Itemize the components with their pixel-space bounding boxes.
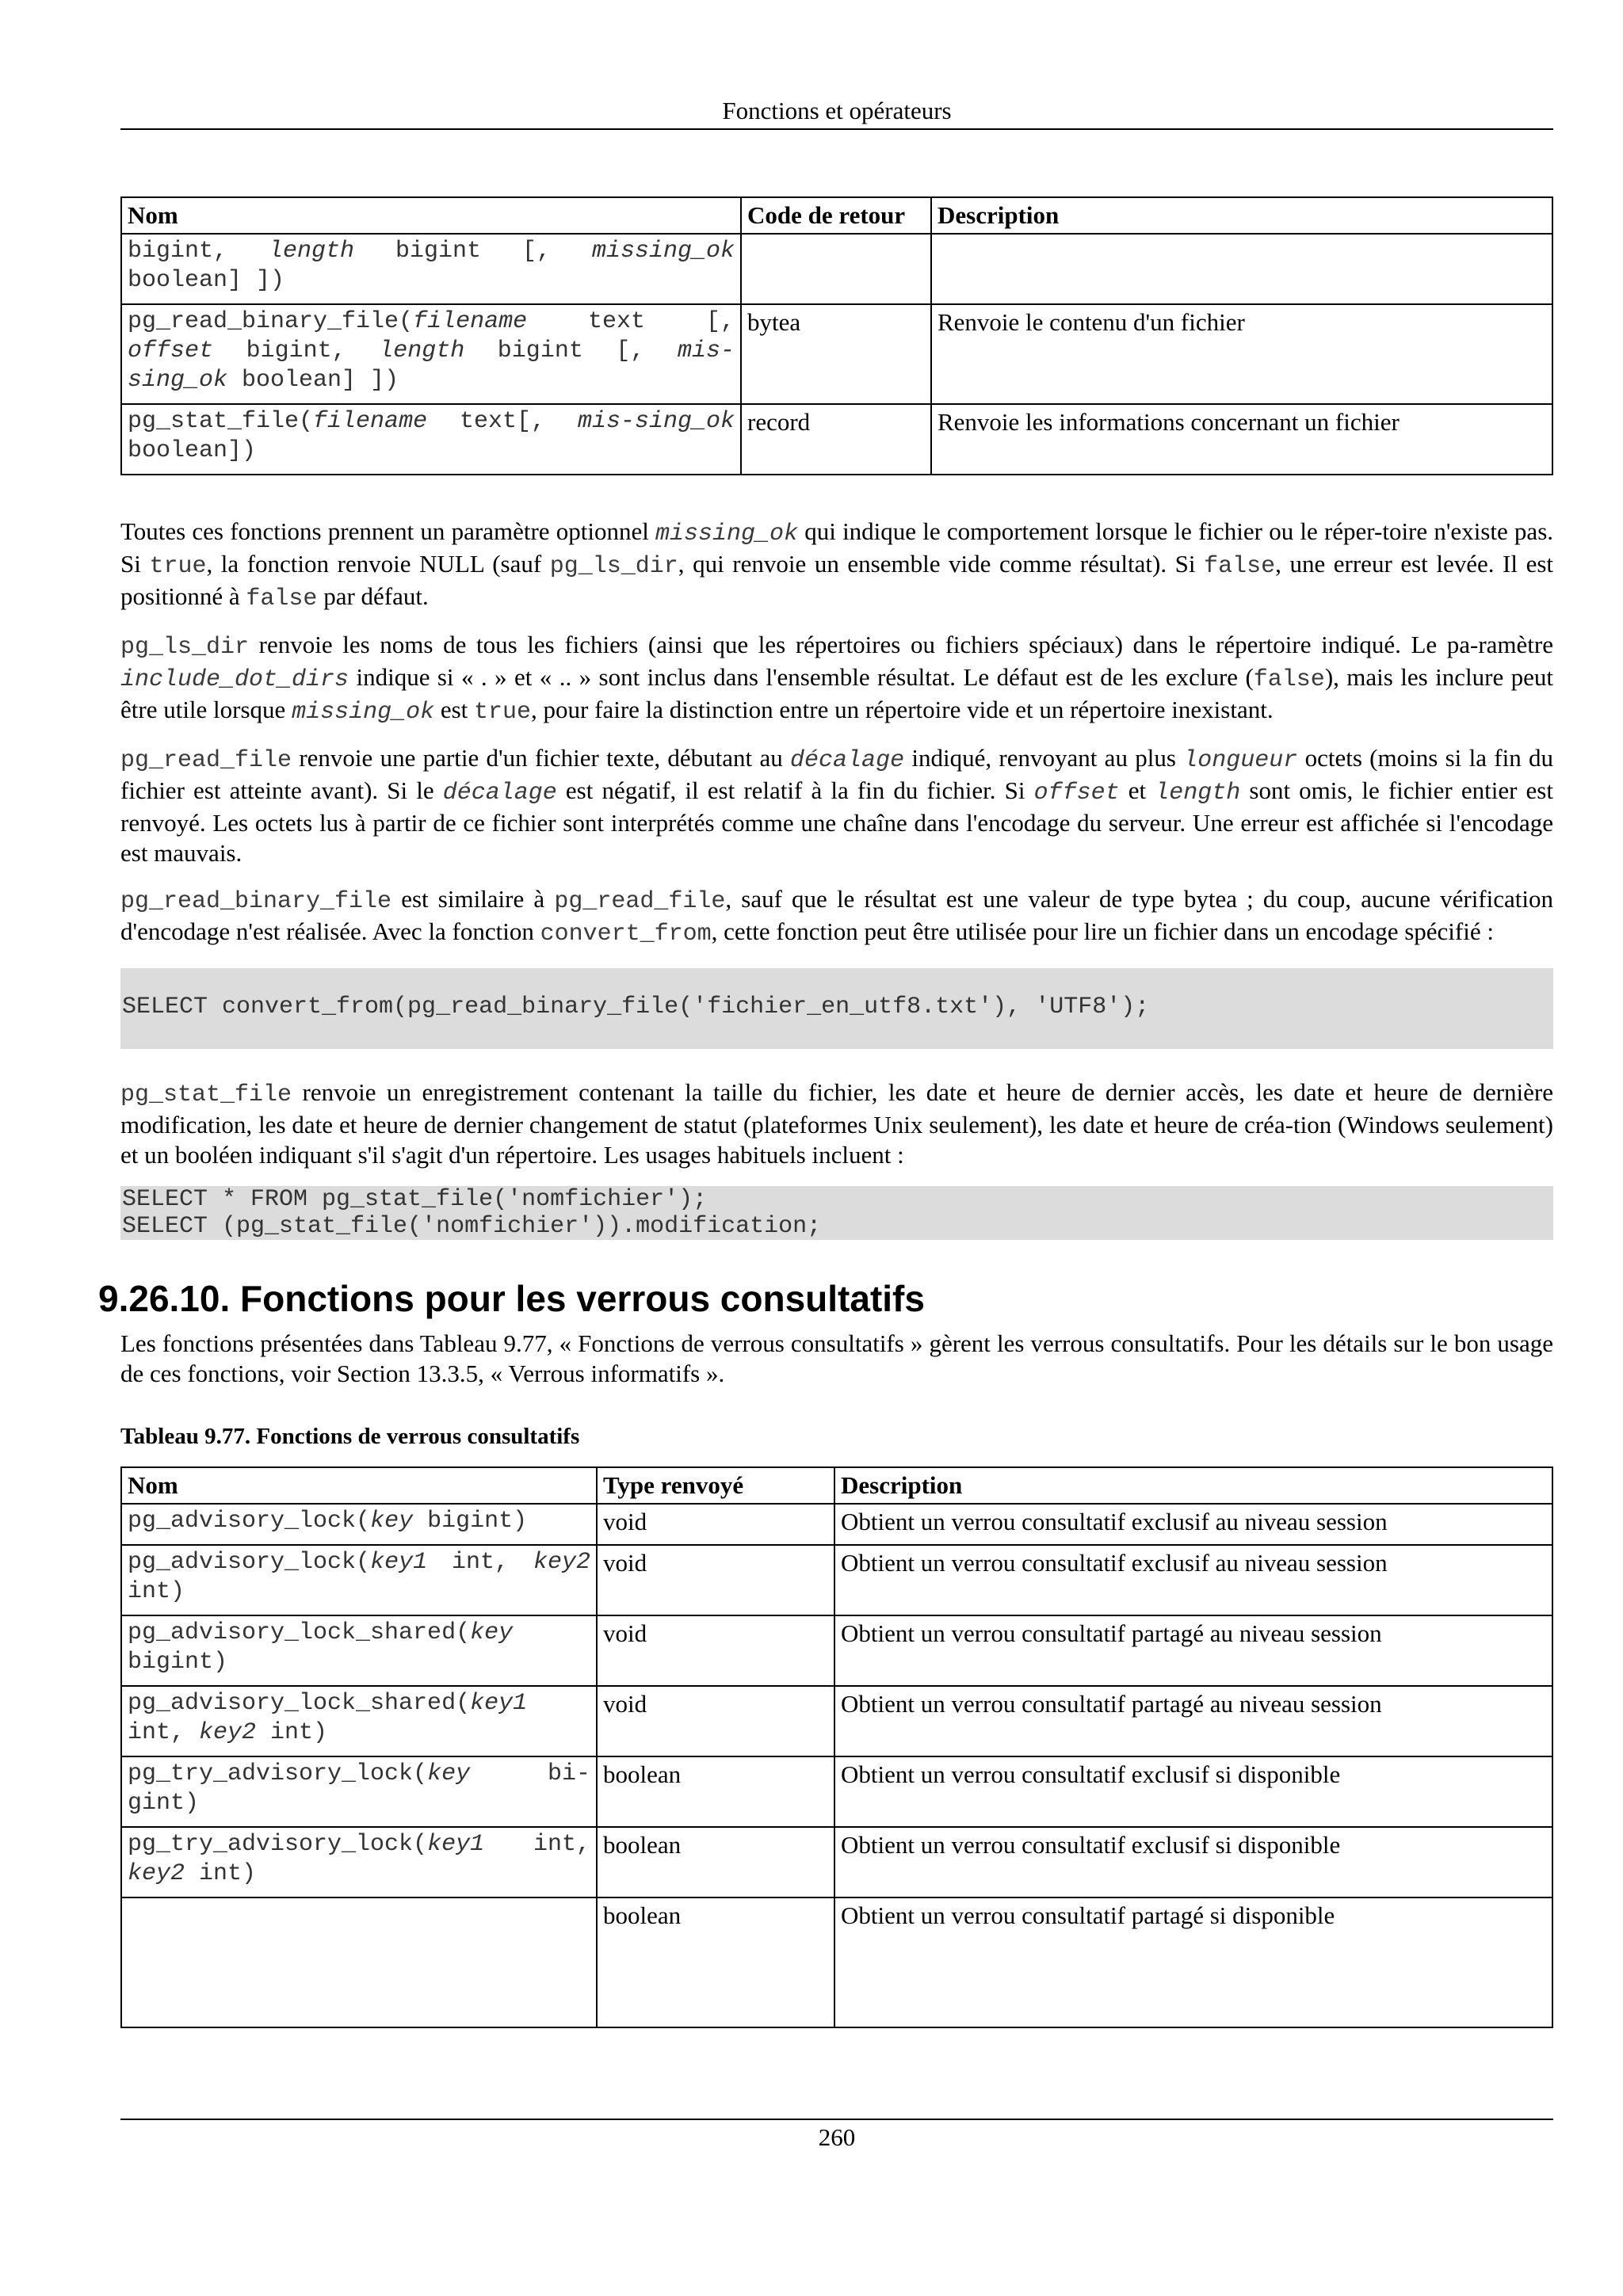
function-signature: pg_advisory_lock(key bigint) (121, 1504, 597, 1545)
text: indiqué, renvoyant au plus (904, 744, 1184, 772)
table-row (121, 304, 1552, 404)
function-description: Obtient un verrou consultatif exclusif si disponible (834, 1756, 1552, 1827)
function-name: pg_ls_dir (120, 634, 250, 661)
table-row (121, 234, 1552, 304)
function-signature: pg_stat_file(filename text[, mis-sing_ok boolean]) (121, 404, 741, 475)
text: sont omis, le fichier entier est renvoyé. Les octets lus à partir de ce fichier sont interprétés comme une chaîne dans l'encodage du serveur. Une erreur est affichée si l'encodage est mauvais. (120, 776, 1553, 867)
paragraph-pg-ls-dir (120, 630, 1553, 727)
return-type: boolean (597, 1756, 834, 1827)
function-signature: pg_try_advisory_lock(key bi-gint) (121, 1756, 597, 1827)
text: est (434, 696, 475, 723)
return-type: bytea (741, 304, 931, 404)
function-signature: pg_advisory_lock(key1 int, key2 int) (121, 1545, 597, 1615)
literal: true (474, 699, 532, 726)
text: qui indique le comportement lorsque le fichier ou le réper-toire n'existe pas. Si (120, 517, 1554, 578)
column-header: Nom (121, 1467, 597, 1504)
text: et (1119, 776, 1155, 804)
column-header: Description (931, 197, 1552, 234)
section-heading: 9.26.10. Fonctions pour les verrous consultatifs (98, 1278, 925, 1319)
page-footer (120, 2119, 1553, 2155)
return-type: boolean (597, 1827, 834, 1897)
paragraph-pg-read-binary-file (120, 884, 1553, 949)
table-row (121, 1545, 1552, 1615)
text: est similaire à (391, 885, 555, 913)
function-description: Obtient un verrou consultatif partagé si disponible (834, 1897, 1552, 2027)
paragraph-pg-stat-file (120, 1077, 1553, 1170)
function-name: pg_ls_dir (549, 553, 678, 580)
paragraph-pg-read-file (120, 743, 1553, 868)
return-type: record (741, 404, 931, 475)
column-header: Nom (121, 197, 741, 234)
table-header-row (121, 197, 1552, 234)
function-signature: pg_try_advisory_lock(key1 int, key2 int) (121, 1827, 597, 1897)
function-description: Renvoie le contenu d'un fichier (931, 304, 1552, 404)
code-block-convert-from: SELECT convert_from(pg_read_binary_file('fichier_en_utf8.txt'), 'UTF8'); (120, 968, 1553, 1049)
param-name: longueur (1183, 747, 1298, 774)
text: renvoie une partie d'un fichier texte, débutant au (292, 744, 791, 772)
param-name: offset (1033, 780, 1120, 807)
function-signature: pg_advisory_lock_shared(key bigint) (121, 1615, 597, 1686)
param-name: length (1155, 780, 1241, 807)
return-type: void (597, 1686, 834, 1756)
text: , une erreur est levée. Il est positionné à (120, 550, 1554, 610)
text: ), mais les inclure peut être utile lorsque (120, 663, 1553, 723)
param-name: missing_ok (292, 699, 435, 726)
text: indique si « . » et « .. » sont inclus dans l'ensemble résultat. Le défaut est de les exclure ( (349, 663, 1254, 691)
text: renvoie les noms de tous les fichiers (ainsi que les répertoires ou fichiers spéciaux) dans le répertoire indiqué. Le pa-ramètre (249, 631, 1553, 658)
column-header: Description (834, 1467, 1552, 1504)
function-signature: bigint, length bigint [, missing_ok boolean] ]) (121, 234, 741, 304)
param-name: décalage (442, 780, 557, 807)
return-type (741, 234, 931, 304)
page-number: 260 (818, 2123, 856, 2151)
function-description: Obtient un verrou consultatif exclusif au niveau session (834, 1504, 1552, 1545)
function-name: convert_from (540, 921, 712, 948)
return-type: void (597, 1504, 834, 1545)
table-row (121, 1827, 1552, 1897)
text: , qui renvoie un ensemble vide comme résultat). Si (678, 550, 1205, 578)
table-row (121, 1897, 1552, 2027)
table-body (121, 234, 1552, 475)
text: par défaut. (317, 582, 429, 610)
function-signature: pg_read_binary_file(filename text [, offset bigint, length bigint [, mis-sing_ok boolean] ]) (121, 304, 741, 404)
literal: false (246, 585, 318, 612)
table-header-row (121, 1467, 1552, 1504)
function-description: Renvoie les informations concernant un fichier (931, 404, 1552, 475)
column-header: Code de retour (741, 197, 931, 234)
function-description (931, 234, 1552, 304)
header-title: Fonctions et opérateurs (722, 97, 952, 124)
table-row (121, 404, 1552, 475)
param-name: décalage (790, 747, 905, 774)
page-content (98, 196, 1554, 2028)
literal: true (149, 553, 207, 580)
function-description: Obtient un verrou consultatif partagé au niveau session (834, 1686, 1552, 1756)
text: renvoie un enregistrement contenant la taille du fichier, les date et heure de dernier accès, les date et heure de dernière modification, les date et heure de dernier changement de statut (plateformes Unix seulement), les date et heure de créa-tion (Windows seulement) et un booléen indiquant s'il s'agit d'un répertoire. Les usages habituels incluent : (120, 1078, 1553, 1169)
text: Toutes ces fonctions prennent un paramètre optionnel (120, 517, 656, 545)
text: octets (moins si la fin du fichier est atteinte avant). Si le (120, 744, 1553, 804)
function-signature: pg_advisory_lock_shared(key1 int, key2 int) (121, 1686, 597, 1756)
param-name: include_dot_dirs (120, 666, 349, 693)
function-name: pg_stat_file (120, 1081, 292, 1108)
table-caption: Tableau 9.77. Fonctions de verrous consultatifs (120, 1424, 580, 1449)
table-row (121, 1686, 1552, 1756)
column-header: Type renvoyé (597, 1467, 834, 1504)
function-description: Obtient un verrou consultatif partagé au niveau session (834, 1615, 1552, 1686)
param-name: missing_ok (655, 521, 799, 547)
table-row (121, 1615, 1552, 1686)
function-description: Obtient un verrou consultatif exclusif au niveau session (834, 1545, 1552, 1615)
paragraph-advisory-intro: Les fonctions présentées dans Tableau 9.77, « Fonctions de verrous consultatifs » gèrent les verrous consultatifs. Pour les détails sur le bon usage de ces fonctions, voir Section 13.3.5, « Verrous informatifs ». (120, 1329, 1553, 1387)
function-signature (121, 1897, 597, 2027)
function-description: Obtient un verrou consultatif exclusif si disponible (834, 1827, 1552, 1897)
running-header (120, 93, 1553, 130)
table-row (121, 1504, 1552, 1545)
advisory-lock-table (120, 1466, 1553, 2028)
function-name: pg_read_file (554, 888, 726, 915)
table-body (121, 1504, 1552, 2027)
return-type: void (597, 1615, 834, 1686)
return-type: void (597, 1545, 834, 1615)
file-functions-table (120, 196, 1553, 475)
literal: false (1204, 553, 1276, 580)
text: , cette fonction peut être utilisée pour lire un fichier dans un encodage spécifié : (711, 917, 1494, 945)
return-type: boolean (597, 1897, 834, 2027)
literal: false (1253, 666, 1325, 693)
function-name: pg_read_binary_file (120, 888, 392, 915)
code-block-pg-stat-file: SELECT * FROM pg_stat_file('nomfichier'); SELECT (pg_stat_file('nomfichier')).modification; (120, 1186, 1553, 1240)
function-name: pg_read_file (120, 747, 292, 774)
text: , la fonction renvoie NULL (sauf (206, 550, 550, 578)
paragraph-missing-ok (120, 517, 1553, 614)
text: , pour faire la distinction entre un répertoire vide et un répertoire inexistant. (531, 696, 1274, 723)
text: , sauf que le résultat est une valeur de type bytea ; du coup, aucune vérification d'encodage n'est réalisée. Avec la fonction (120, 885, 1553, 945)
text: est négatif, il est relatif à la fin du fichier. Si (556, 776, 1034, 804)
table-row (121, 1756, 1552, 1827)
